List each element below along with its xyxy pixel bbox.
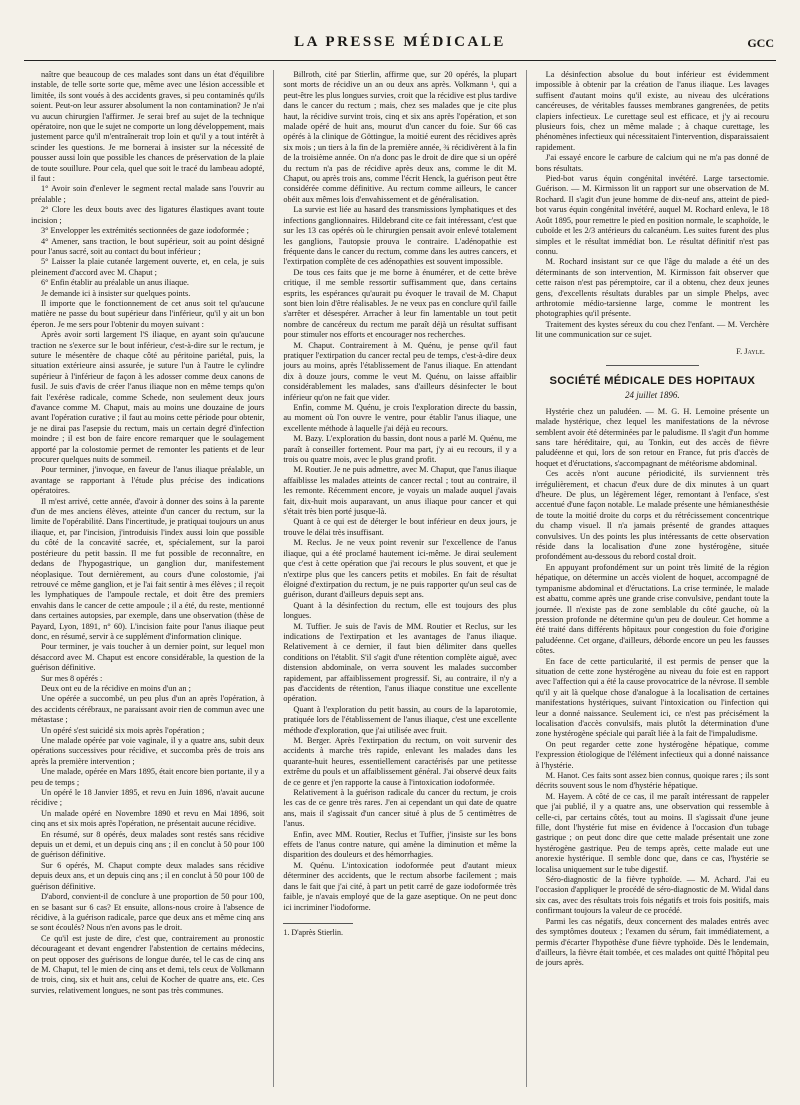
paragraph: Une malade, opérée en Mars 1895, était encore bien portante, il y a peu de temps ; <box>31 767 265 787</box>
paragraph: Un opéré s'est suicidé six mois après l'opération ; <box>41 725 205 735</box>
page-number: GCC <box>747 36 774 50</box>
paragraph: M. Quénu. L'intoxication iodoformée peut d'autant mieux déterminer des accidents, que le rectum absorbe facilement ; mais dans le fait que j'ai cité, à part un petit carré de gaze iodoformée très faible, je n'avais employé que de la gaze aseptique. On ne peut donc ici incriminer l'iodoforme. <box>283 860 517 912</box>
paragraph: Parmi les cas négatifs, deux concernent des malades entrés avec des symptômes douteux ; l'examen du sérum, fait immédiatement, a permis d'écarter l'hypothèse d'une fièvre typhoïde. Dès le lendemain, d'ailleurs, la fièvre était tombée, et ces malades ont quitté l'hôpital peu de jours après. <box>535 916 769 968</box>
paragraph: Il m'est arrivé, cette année, d'avoir à donner des soins à la parente d'un de mes anciens élèves, atteinte d'un cancer du rectum, sur la limite de l'opérabilité. Dans l'incertitude, je pratiquai toujours un anus iliaque, et, par l'incision, j'introduisis l'index aussi loin que possible du côté de la concavité sacrée, et, spécialement, sur la paroi postérieure du petit bassin. Il me fut possible de reconnaître, en dedans de l'hypogastrique, un ganglion dur, manifestement néoplasique. Tout dernièrement, au cours d'une colostomie, j'ai retrouvé ce même ganglion, et je l'ai fait sentir à mes élèves ; il reçoit les lymphatiques de l'ampoule rectale, et doit être des premiers envahis dans le cancer de cette ampoule ; il a été, du reste, mentionné dans certaines autopsies, par exemple, dans une observation (thèse de Payard, Lyon, 1891, n° 60). L'incision faite pour l'anus iliaque peut donc, en résumé, servir à ce supplément d'information clinique. <box>31 496 265 641</box>
paragraph: Sur 6 opérés, M. Chaput compte deux malades sans récidive depuis deux ans, et un depuis cinq ans ; il en conclut à 50 pour 100 de guérison définitive. <box>31 860 265 891</box>
column-middle <box>273 70 525 1087</box>
paragraph: En résumé, sur 8 opérés, deux malades sont restés sans récidive depuis un et demi, et un depuis cinq ans ; il en conclut à 50 pour 100 de guérison définitive. <box>31 829 265 860</box>
paragraph: Il importe que le fonctionnement de cet anus soit tel qu'aucune matière ne passe du bout supérieur dans l'inférieur, qu'il y ait un bon éperon. Je me sers pour l'obtenir du moyen suivant : <box>31 298 265 329</box>
paragraph: Quant à ce qui est de déterger le bout inférieur en deux jours, je trouve le délai très insuffisant. <box>283 517 517 537</box>
paragraph: Ces accès n'ont aucune périodicité, ils surviennent très irrégulièrement, et chacun d'eux dure de dix minutes à un quart d'heure. De plus, un légèrement léger, remontant à l'enface, s'est accentué d'une façon notable. Le malade présente une hémianesthésie de toute la moitié droite du corps et du rétrécissement concentrique du champ visuel. Il n'a jamais présenté de grandes attaques convulsives. Un des points les plus intéressants de cette observation réside dans la localisation d'une zone hystérogène, située profondément au-dessous du rebord costal droit. <box>535 469 769 562</box>
paragraph: M. Hanot. Ces faits sont assez bien connus, quoique rares ; ils sont décrits souvent sous le nom d'hystérie hépatique. <box>535 771 769 791</box>
paragraph: M. Bazy. L'exploration du bassin, dont nous a parlé M. Quénu, me paraît à conseiller fortement. Pour ma part, j'y ai eu recours, il y a trois ou quatre mois, avec le plus grand profit. <box>283 434 517 465</box>
paragraph: Pied-bot varus équin congénital invétéré. Large tarsectomie. Guérison. — M. Kirmisson lit un rapport sur une observation de M. Rochard. Il s'agit d'un jeune homme de dix-neuf ans, atteint de pied-bot varus équin congénital invétéré, auquel M. Rochard enleva, le 18 Août 1895, pour remettre le pied en position normale, le scaphoïde, le cuboïde et les 2/3 antérieurs du calcanéum. Les suites furent des plus simples et le résultat immédiat bon. Le résultat définitif n'est pas connu. <box>535 174 769 256</box>
column-left <box>22 70 273 1087</box>
page-header <box>24 34 776 61</box>
paragraph: Sur mes 8 opérés : <box>41 673 103 683</box>
column-right-top <box>536 70 769 341</box>
paragraph: 2° Clore les deux bouts avec des ligatures élastiques avant toute incision ; <box>31 205 265 225</box>
paragraph: J'ai essayé encore le carbure de calcium qui ne m'a pas donné de bons résultats. <box>535 153 769 173</box>
paragraph: Un opéré le 18 Janvier 1895, et revu en Juin 1896, n'avait aucune récidive ; <box>31 788 265 808</box>
paragraph: 1° Avoir soin d'enlever le segment rectal malade sans l'ouvrir au préalable ; <box>31 184 265 204</box>
paragraph: Hystérie chez un paludéen. — M. G. H. Lemoine présente un malade hystérique, chez lequel les manifestations de la névrose semblent avoir été déterminées par le paludisme. Il s'agit d'un homme sans tare héréditaire, qui, au Tonkin, eut des accès de fièvre paludéenne et qui, lors de son retour en France, fut pris d'accès de hoquet et d'éructations, s'accompagnant de météorisme abdominal. <box>535 406 769 468</box>
paragraph: Ce qu'il est juste de dire, c'est que, contrairement au pronostic décourageant et devant engendrer l'abstention de certains médecins, on peut opposer des guérisons de longue durée, tel le cas de cinq ans de M. Chaput, tel le mien de cinq ans et demi, tels ceux de Volkmann de trois, cinq, six et huit ans, celui de Kocher de quatre ans, etc. Ces survies, relativement longues, ne sont pas très communes. <box>31 933 265 995</box>
paragraph: De tous ces faits que je me borne à énumérer, et de cette brève critique, il me semble ressortir suffisamment que, dans certains esprits, les espérances qu'aurait pu évoquer le travail de M. Chaput sont bien loin d'être réalisables. Je ne veux pas en conclure qu'il faille s'arrêter et désespérer. Arracher à leur fin lamentable un tout petit nombre de cancéreux du rectum me paraît déjà un résultat suffisant pour stimuler nos efforts et encourager nos recherches. <box>283 267 517 340</box>
section-divider <box>606 365 699 366</box>
paragraph: Je demande ici à insister sur quelques points. <box>41 288 191 298</box>
paragraph: La survie est liée au hasard des transmissions lymphatiques et des infections ganglionnaires. Hildebrand cite ce fait intéressant, c'est que sur les 13 cas opérés où le chirurgien pensait avoir enlevé totalement les ganglions, l'autopsie prouva le contraire. L'adénopathie est fréquente dans le cancer du rectum, comme dans les autres cancers, et l'extirpation complète de ces adénopathies est souvent impossible. <box>283 205 517 267</box>
paragraph: Une opérée a succombé, un peu plus d'un an après l'opération, à des accidents cérébraux, ne paraissant avoir rien de commun avec une métastase ; <box>31 694 265 725</box>
paragraph: Une malade opérée par voie vaginale, il y a quatre ans, subit deux opérations successives pour récidive, et succomba près de trois ans après la première intervention ; <box>31 736 265 766</box>
column-right <box>526 70 778 1087</box>
author-signature: F. Jayle. <box>736 346 765 356</box>
paragraph: Un malade opéré en Novembre 1890 et revu en Mai 1896, soit cinq ans et six mois après l'opération, ne présentait aucune récidive. <box>31 808 265 829</box>
paragraph: M. Chaput. Contrairement à M. Quénu, je pense qu'il faut pratiquer l'extirpation du cancer rectal peu de temps, c'est-à-dire deux jours au moins, après l'établissement de l'anus iliaque. En attendant dix à douze jours, comme le veut M. Quénu, on laisse affaiblir considérablement les malades, sans d'ailleurs désinfecter le bout inférieur qu'on ne fait que vider. <box>283 340 517 402</box>
paragraph: 5° Laisser la plaie cutanée largement ouverte, et, en cela, je suis pleinement d'accord avec M. Chaput ; <box>31 257 265 277</box>
paragraph: naître que beaucoup de ces malades sont dans un état d'équilibre instable, de telle sorte sorte que, même avec une lésion accessible et limitée, ils sont voués à des accidents graves, si peu contaminés qu'ils soient. Peut-on leur assurer absolument la non contamination? Je n'ai vu aucun chirurgien l'affirmer. Je serai bref au sujet de la technique opératoire, non que le sujet ne comporte un long développement, mais justement parce qu'il m'entraînerait trop loin et qu'il y a tout intérêt à scinder les questions. Je me bornerai à insister sur la nécessité de pousser aussi loin que possible les chances de préservation de la plaie de toute souillure. Pour cela, quel que soit le tracé du lambeau adopté, il faut : <box>31 70 265 184</box>
society-heading: SOCIÉTÉ MÉDICALE DES HOPITAUX <box>549 374 756 387</box>
paragraph: Séro-diagnostic de la fièvre typhoïde. — M. Achard. J'ai eu l'occasion d'appliquer le procédé de séro-diagnostic de M. Widal dans six cas, avec des résultats trois fois négatifs et trois fois positifs, mais confirmant toujours la valeur de ce procédé. <box>535 875 769 916</box>
paragraph: Traitement des kystes séreux du cou chez l'enfant. — M. Verchère lit une communication sur ce sujet. <box>535 319 769 340</box>
paragraph: M. Hayem. A côté de ce cas, il me paraît intéressant de rappeler que j'ai publié, il y a quatre ans, une observation qui ressemble à celle-ci, par certains côtés, tout au moins. Il s'agissait d'une jeune fille, dont l'hystérie fut mise en évidence à l'occasion d'un tubage gastrique ; on peut donc dire que cette malade présentait une zone hystérogène gastrique. Peu de temps après, cette malade eut une anorexie hystérique. Il semble donc que, dans ce cas, l'hystérie se localisa uniquement sur le tube digestif. <box>535 791 769 874</box>
paragraph: Pour terminer, j'invoque, en faveur de l'anus iliaque préalable, un avantage se rapportant à l'étude plus précise des indications opératoires. <box>31 465 265 496</box>
session-date: 24 juillet 1896. <box>624 390 680 401</box>
paragraph: D'abord, convient-il de conclure à une proportion de 50 pour 100, en se basant sur 6 cas? Et ensuite, allons-nous croire à l'absence de récidive, à la guérison radicale, parce que deux ans et même cinq ans se sont écoulés? Nous n'en avons pas le droit. <box>31 892 265 933</box>
paragraph: Deux ont eu de la récidive en moins d'un an ; <box>41 683 191 693</box>
paragraph: 4° Amener, sans traction, le bout supérieur, soit au point désigné pour l'anus sacré, soit au contact du bout inférieur ; <box>31 236 265 256</box>
footnote-rule <box>283 923 353 924</box>
paragraph: M. Berger. Après l'extirpation du rectum, on voit survenir des accidents à marche très rapide, enlevant les malades dans les quarante-huit heures, essentiellement caractérisés par une petitesse extrême du pouls et un affaiblissement général. J'ai observé deux faits de ce genre et j'en rapporte la cause à l'intoxication iodoformée. <box>283 736 517 787</box>
paragraph: Quant à la désinfection du rectum, elle est toujours des plus longues. <box>283 600 517 621</box>
paragraph: Après avoir sorti largement l'S iliaque, en ayant soin qu'aucune traction ne s'exerce sur le bout inférieur, c'est-à-dire sur le rectum, je suture le mésentère de chaque côté au péritoine pariétal, puis, la situation extérieure ainsi assurée, je suture l'un à l'autre le cylindre supérieur à l'inférieur de façon à les adosser comme deux canons de fusil. Je suis d'avis de créer l'anus iliaque non en même temps qu'on fait l'exérèse radicale, comme Schede, non seulement deux jours d'avance comme M. Chaput, mais au moins une douzaine de jours avant l'opération curative ; il faut au moins cette période pour obtenir, je ne dirai pas l'asepsie du rectum, mais un certain degré d'infection moindre ; il est bon de faire encore remarquer que le soulagement apporté par la colostomie permet de remonter les patients et de leur procurer quelques nuits de sommeil. <box>31 330 265 465</box>
paragraph: M. Reclus. Je ne veux point revenir sur l'excellence de l'anus iliaque, qui a été proclamé hautement ici-même. Je dirai seulement que c'est à cette opération que j'ai recours le plus souvent, et que je n'extirpe plus que les cancers petits et mobiles. En fait de résultat éloigné d'extirpation du rectum, je ne puis rapporter qu'un seul cas de guérison, durant d'ailleurs depuis sept ans. <box>283 538 517 600</box>
footnote: 1. D'après Stierlin. <box>283 927 343 937</box>
paragraph: Billroth, cité par Stierlin, affirme que, sur 20 opérés, la plupart sont morts de récidive un an ou deux ans après. Volkmann ¹, qui a peut-être les plus longues survies, croit que la récidive est plus tardive dans le cancer du rectum ; mais, chez ses malades que je cite plus haut, la récidive survint trois, cinq et six ans après l'opération, et son malade opéré de huit ans, mourut d'un cancer du foie. Sur 66 cas opérés à la clinique de Göttingue, la moitié eurent des récidives après six mois ; un tiers à la fin de la première année, ¾ récidivèrent à la fin de la troisième année. On n'a donc pas le droit de dire que si un opéré du rectum n'a pas de récidive après deux ans, comme le dit M. Chaput, ou après trois ans, comme l'écrit Henck, la guérison peut être considérée comme définitive. Au rectum comme ailleurs, le cancer obéit aux mêmes lois d'envahissement et de généralisation. <box>283 70 517 204</box>
paragraph: Pour terminer, je vais toucher à un dernier point, sur lequel mon désaccord avec M. Chaput est encore considérable, la question de la guérison définitive. <box>31 642 265 673</box>
paragraph: M. Tuffier. Je suis de l'avis de MM. Routier et Reclus, sur les indications de l'extirpation et les avantages de l'anus iliaque. Relativement à ce dernier, il faut bien délimiter dans quelles conditions on l'établit. S'il s'agit d'une rétention complète aiguë, avec distension abdominale, on verra souvent les malades succomber rapidement, par affaiblissement progressif. Si, au contraire, il n'y a pas d'accidents de rétention, l'anus iliaque constitue une excellente opération. <box>283 621 517 704</box>
paragraph: Enfin, avec MM. Routier, Reclus et Tuffier, j'insiste sur les bons effets de l'anus contre nature, qui amène la diminution et même la disparition des douleurs et des hémorrhagies. <box>283 829 517 860</box>
paragraph: Quant à l'exploration du petit bassin, au cours de la laparotomie, pratiquée lors de l'établissement de l'anus iliaque, c'est une excellente méthode d'exploration, que j'ai utilisée avec fruit. <box>283 704 517 735</box>
column-right-bottom <box>536 407 769 969</box>
text-columns <box>22 70 778 1087</box>
paragraph: Enfin, comme M. Quénu, je crois l'exploration directe du bassin, au moment où l'on ouvre le ventre, pour établir l'anus iliaque, une excellente méthode à laquelle j'ai déjà eu recours. <box>283 403 517 433</box>
paragraph: 6° Enfin établir au préalable un anus iliaque. <box>41 278 189 288</box>
column-middle-body <box>283 70 516 913</box>
journal-title: LA PRESSE MÉDICALE <box>294 34 506 50</box>
paragraph: On peut regarder cette zone hystérogène hépatique, comme l'expression étiologique de l'élément infectieux qui a donné naissance à l'hystérie. <box>535 739 769 770</box>
paragraph: En appuyant profondément sur un point très limité de la région hépatique, on détermine un accès violent de hoquet, accompagné de tympanisme abdominal et d'éructations. La crise terminée, le malade est abattu, comme après une grande crise convulsive, pendant toute la journée. Il n'existe pas de zone semblable du côté gauche, où la pression profonde ne détermine qu'un peu de douleur. Cet homme a été traité dans différents hôpitaux pour congestion du foie d'origine paludéenne. Cet organe, d'ailleurs, déborde encore un peu les fausses côtes. <box>535 562 769 656</box>
paragraph: Relativement à la guérison radicale du cancer du rectum, je crois les cas de ce genre très rares. J'en ai cependant un qui date de quatre ans, mais il s'agissait d'un cancer situé à plus de 5 centimètres de l'anus. <box>283 788 517 829</box>
paragraph: M. Routier. Je ne puis admettre, avec M. Chaput, que l'anus iliaque affaiblisse les malades atteints de cancer rectal ; tout au contraire, il les remonte. Récemment encore, je voyais un malade auquel j'avais fait, dix-huit mois auparavant, un anus iliaque pour cancer et qui s'était très bien porté jusque-là. <box>283 465 517 517</box>
paragraph: M. Rochard insistant sur ce que l'âge du malade a été un des déterminants de son intervention, M. Kirmisson fait observer que cette raison n'est pas péremptoire, car il a obtenu, chez deux jeunes gens, d'excellents résultats durables par un simple Phelps, avec arthrotomie médio-tarsienne large, comme le montrent les photographies qu'il présente. <box>535 257 769 319</box>
paragraph: 3° Envelopper les extrémités sectionnées de gaze iodoformée ; <box>41 226 249 236</box>
paragraph: La désinfection absolue du bout inférieur est évidemment impossible à obtenir par la création de l'anus iliaque. Les lavages suffisent d'autant moins qu'il existe, au niveau des ulcérations cancéreuses, de véritables fausses membranes gangrenées, de petits clapiers infectieux. Le curettage seul est efficace, et j'y ai recouru plusieurs fois, chez un même malade ; à chaque curettage, les phénomènes infectieux qui nécessitaient l'intervention, disparaissaient rapidement. <box>535 70 769 152</box>
paragraph: En face de cette particularité, il est permis de penser que la situation de cette zone hystérogène au niveau du foie est en rapport avec l'affection qui a été la cause provocatrice de la névrose. Il semble qu'il y ait là quelque chose d'analogue à la localisation de certaines manifestations hystériques, suivant l'intoxication ou l'infection qui leur a donné naissance. Seulement ici, ce n'est pas précisément la localisation d'accès convulsifs, mais plutôt la détermination d'une zone hystérogène spéciale qui paraît liée à la fait de l'impaludisme. <box>535 656 769 739</box>
